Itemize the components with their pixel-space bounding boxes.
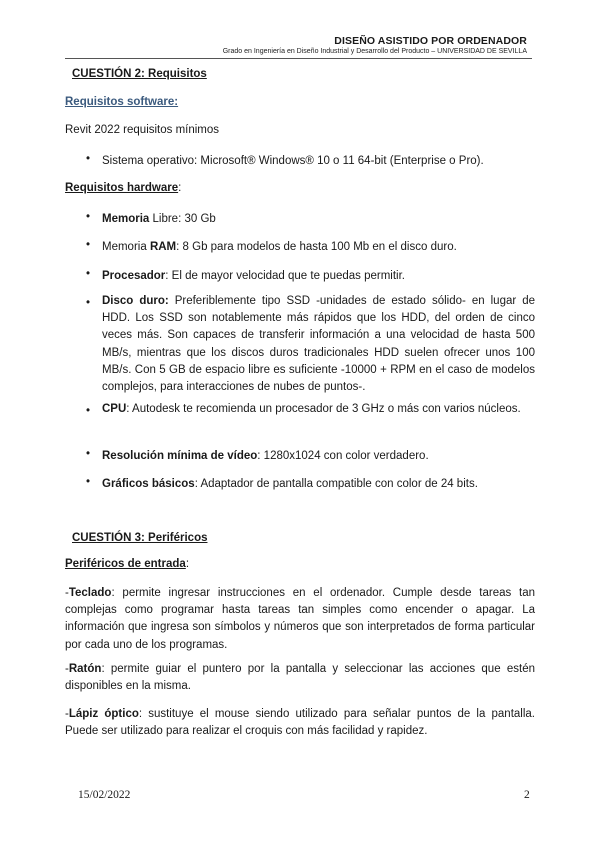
input-heading-wrap [65,558,189,570]
hw-item-graficos [102,476,535,493]
input-heading-colon: : [185,558,190,570]
hw-text: : El de mayor velocidad que te puedas permitir. [165,270,405,282]
hw-text: : 8 Gb para modelos de hasta 100 Mb en el disco duro. [176,241,457,253]
hardware-heading-wrap [65,182,181,194]
hw-pre: Memoria [102,241,150,253]
para-label: Teclado [68,587,112,599]
hw-label: CPU [102,403,127,415]
footer-date: 15/02/2022 [78,789,131,801]
hw-item-memoria [102,211,535,228]
paragraph-raton [65,661,535,695]
hardware-heading-colon: : [178,182,182,194]
input-heading: Periféricos de entrada [65,558,186,570]
para-label: Lápiz óptico [68,708,139,720]
hw-item-cpu [102,401,535,418]
hw-label: Procesador [102,270,166,282]
para-prefix: - [65,663,69,675]
hw-item-ram [102,239,535,256]
hardware-heading: Requisitos hardware [65,182,179,194]
bullet-icon: • [86,153,91,165]
para-label: Ratón [68,663,102,675]
para-text: : sustituye el mouse siendo utilizado para señalar puntos de la pantalla. Puede ser utilizado para realizar el croquis con más facilidad y rapidez. [65,708,535,738]
header-divider [65,58,532,59]
hw-text: Preferiblemente tipo SSD -unidades de estado sólido- en lugar de HDD. Los SSD son notablemente más rápidos que los HDD, del orden de cinco veces más. Son capaces de transferir información a una velocidad de hasta 500 MB/s, mientras que los discos duros tradicionales HDD suelen ofrecer unos 100 MB/s. Con 5 GB de espacio libre es suficiente -10000 + RPM en el caso de modelos complejos, para interacciones de nubes de puntos-. [102,295,535,394]
hw-label: Memoria [102,213,150,225]
section-heading-q2: CUESTIÓN 2: Requisitos [72,68,207,80]
software-heading: Requisitos software: [65,96,179,108]
para-prefix: - [65,587,69,599]
hw-label: Disco duro: [102,295,169,307]
bullet-icon: • [86,297,91,309]
hw-text: : 1280x1024 con color verdadero. [257,450,429,462]
hw-label: Gráficos básicos [102,478,195,490]
hw-label: RAM [149,241,177,253]
bullet-icon: • [86,448,91,460]
paragraph-teclado [65,585,535,654]
bullet-icon: • [86,476,91,488]
bullet-icon: • [86,211,91,223]
bullet-icon: • [86,239,91,251]
header-subtitle: Grado en Ingeniería en Diseño Industrial y Desarrollo del Producto – UNIVERSIDAD DE SEVILLA [222,48,527,55]
para-text: : permite ingresar instrucciones en el ordenador. Cumple desde tareas tan complejas como programar hasta tareas tan simples como encender o apagar. La información que ingresa son símbolos y números que son interpretados de forma particular por cada uno de los programas. [65,587,535,651]
software-intro: Revit 2022 requisitos mínimos [65,124,220,136]
bullet-icon: • [86,405,91,417]
software-item-os: Sistema operativo: Microsoft® Windows® 10 o 11 64-bit (Enterprise o Pro). [102,155,484,167]
hw-item-procesador [102,268,535,285]
para-text: : permite guiar el puntero por la pantalla y seleccionar las acciones que estén disponibles en la misma. [65,663,535,693]
paragraph-lapiz [65,706,535,740]
para-prefix: - [65,708,69,720]
section-heading-q3: CUESTIÓN 3: Periféricos [72,532,208,544]
page-number: 2 [524,789,530,801]
hw-text: Libre: 30 Gb [149,213,216,225]
hw-label: Resolución mínima de vídeo [102,450,258,462]
hw-text: : Adaptador de pantalla compatible con color de 24 bits. [194,478,478,490]
header-title: DISEÑO ASISTIDO POR ORDENADOR [334,35,527,47]
hw-item-video [102,448,535,465]
bullet-icon: • [86,268,91,280]
hw-text: : Autodesk te recomienda un procesador de 3 GHz o más con varios núcleos. [126,403,521,415]
hw-item-disco [102,293,535,396]
